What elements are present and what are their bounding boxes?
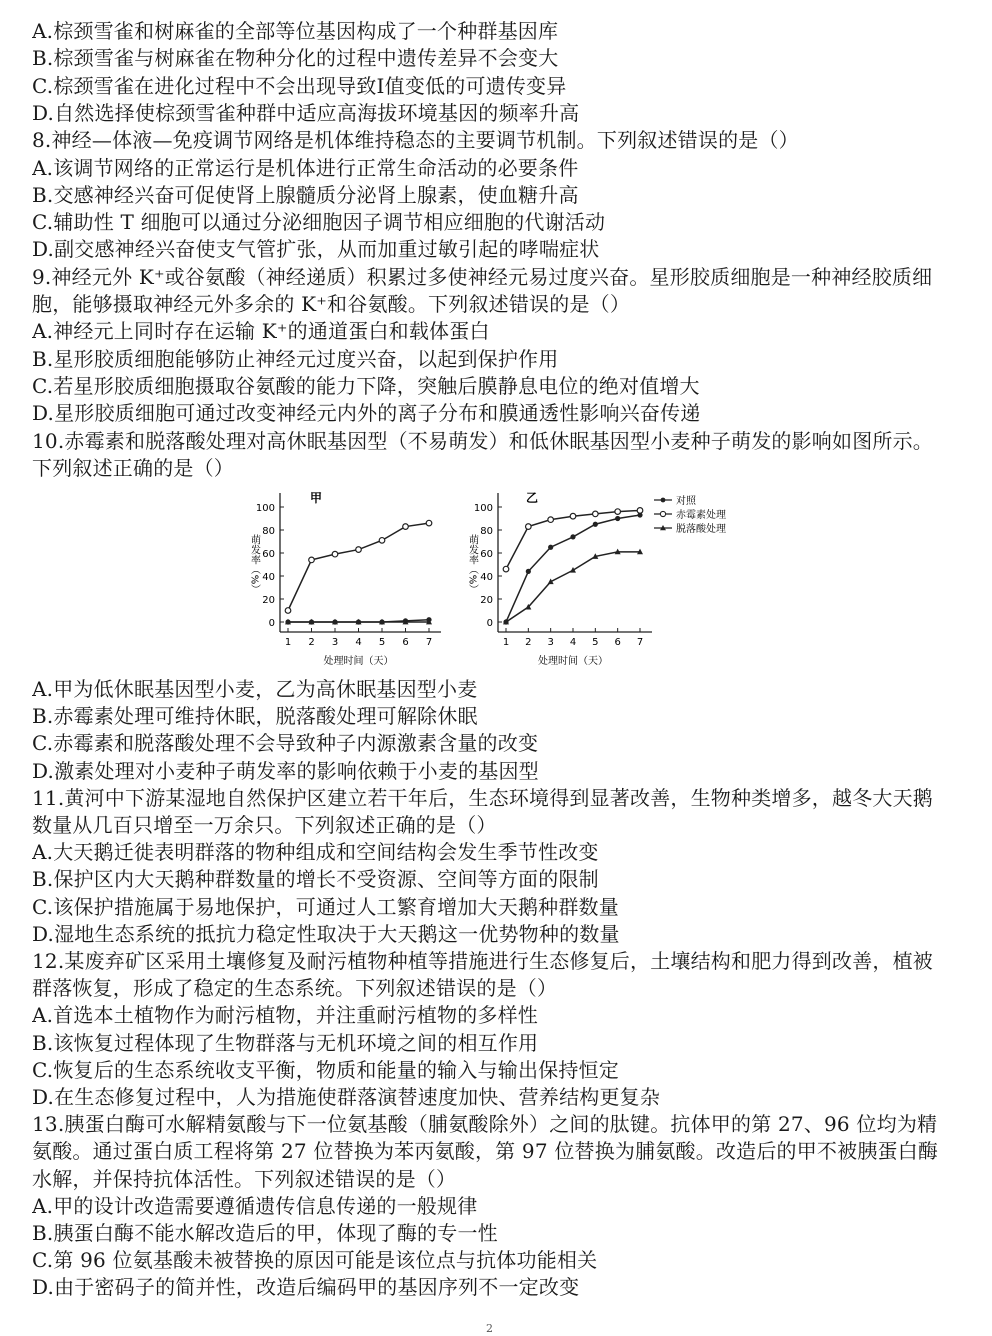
y-tick-label: 100 bbox=[473, 503, 493, 514]
x-tick-label: 4 bbox=[569, 637, 577, 648]
text-line: C.该保护措施属于易地保护，可通过人工繁育增加大天鹅种群数量 bbox=[32, 894, 619, 919]
text-line: 11.黄河中下游某湿地自然保护区建立若干年后，生态环境得到显著改善，生物种类增多，越冬大天鹅 bbox=[32, 785, 934, 810]
text-line: 水解，并保持抗体活性。下列叙述错误的是（） bbox=[32, 1166, 457, 1191]
x-tick-label: 2 bbox=[525, 637, 532, 648]
x-axis-label: 处理时间（天） bbox=[323, 656, 394, 667]
series-line bbox=[288, 523, 429, 610]
legend-label: 赤霉素处理 bbox=[676, 510, 726, 521]
data-point bbox=[503, 566, 509, 572]
text-line: D.自然选择使棕颈雪雀种群中适应高海拔环境基因的频率升高 bbox=[32, 100, 580, 125]
legend-label: 脱落酸处理 bbox=[676, 524, 726, 535]
data-point bbox=[593, 511, 599, 517]
text-line: D.由于密码子的简并性，改造后编码甲的基因序列不一定改变 bbox=[32, 1275, 580, 1300]
germination-rate-figure bbox=[240, 488, 760, 672]
text-line: 氨酸。通过蛋白质工程将第 27 位替换为苯丙氨酸，第 97 位替换为脯氨酸。改造后的甲不被胰蛋白酶 bbox=[32, 1139, 939, 1164]
legend-label: 对照 bbox=[676, 496, 696, 507]
data-point bbox=[332, 551, 338, 557]
data-point bbox=[426, 520, 432, 526]
y-tick-label: 0 bbox=[486, 618, 493, 629]
x-tick-label: 4 bbox=[355, 637, 362, 648]
x-tick-label: 6 bbox=[614, 637, 621, 648]
legend-marker bbox=[660, 511, 665, 516]
data-point bbox=[548, 545, 553, 550]
x-tick-label: 1 bbox=[502, 637, 510, 648]
text-line: A.甲的设计改造需要遵循遗传信息传递的一般规律 bbox=[32, 1193, 478, 1218]
y-axis-label: 萌发率（%） bbox=[248, 534, 260, 595]
data-point bbox=[285, 608, 291, 614]
y-tick-label: 40 bbox=[262, 572, 275, 583]
text-line: A.首选本土植物作为耐污植物，并注重耐污植物的多样性 bbox=[32, 1003, 539, 1028]
data-point bbox=[526, 524, 532, 530]
x-tick-label: 3 bbox=[331, 637, 339, 648]
chart-title: 甲 bbox=[310, 491, 323, 505]
data-point bbox=[615, 516, 620, 521]
text-line: C.恢复后的生态系统收支平衡，物质和能量的输入与输出保持恒定 bbox=[32, 1057, 619, 1082]
text-line: D.副交感神经兴奋使支气管扩张，从而加重过敏引起的哮喘症状 bbox=[32, 237, 600, 262]
x-tick-label: 3 bbox=[547, 637, 554, 648]
text-line: C.若星形胶质细胞摄取谷氨酸的能力下降，突触后膜静息电位的绝对值增大 bbox=[32, 373, 700, 398]
text-line: 下列叙述正确的是（） bbox=[32, 455, 234, 480]
text-line: B.棕颈雪雀与树麻雀在物种分化的过程中遗传差异不会变大 bbox=[32, 46, 559, 71]
data-point bbox=[637, 508, 643, 514]
text-line: B.该恢复过程体现了生物群落与无机环境之间的相互作用 bbox=[32, 1030, 539, 1055]
data-point bbox=[309, 557, 315, 563]
y-tick-label: 60 bbox=[262, 549, 275, 560]
series-line bbox=[506, 552, 640, 622]
germination-charts bbox=[240, 488, 760, 672]
text-line: 数量从几百只增至一万余只。下列叙述正确的是（） bbox=[32, 813, 497, 837]
x-tick-label: 6 bbox=[402, 637, 409, 648]
text-line: 13.胰蛋白酶可水解精氨酸与下一位氨基酸（脯氨酸除外）之间的肽键。抗体甲的第 27、96 位均为精 bbox=[32, 1112, 938, 1137]
data-point bbox=[615, 509, 621, 515]
y-tick-label: 80 bbox=[262, 526, 275, 537]
text-line: B.交感神经兴奋可促使肾上腺髓质分泌肾上腺素，使血糖升高 bbox=[32, 182, 579, 207]
text-line: 10.赤霉素和脱落酸处理对高休眠基因型（不易萌发）和低休眠基因型小麦种子萌发的影响如图所示。 bbox=[32, 428, 934, 453]
x-tick-label: 7 bbox=[425, 637, 433, 648]
text-line: C.辅助性 T 细胞可以通过分泌细胞因子调节相应细胞的代谢活动 bbox=[32, 210, 606, 235]
text-line: A.神经元上同时存在运输 K⁺的通道蛋白和载体蛋白 bbox=[32, 319, 490, 344]
text-line: A.甲为低休眠基因型小麦，乙为高休眠基因型小麦 bbox=[32, 677, 478, 701]
data-point bbox=[379, 538, 385, 544]
x-axis-label: 处理时间（天） bbox=[538, 656, 608, 667]
data-point bbox=[593, 522, 598, 527]
y-tick-label: 40 bbox=[480, 572, 493, 583]
text-line: B.星形胶质细胞能够防止神经元过度兴奋，以起到保护作用 bbox=[32, 346, 559, 371]
x-tick-label: 1 bbox=[284, 637, 292, 648]
text-line: C.棕颈雪雀在进化过程中不会出现导致I值变低的可遗传变异 bbox=[32, 73, 567, 98]
y-tick-label: 60 bbox=[480, 549, 493, 560]
x-tick-label: 7 bbox=[636, 637, 644, 648]
text-line: A.该调节网络的正常运行是机体进行正常生命活动的必要条件 bbox=[32, 155, 579, 180]
y-tick-label: 20 bbox=[480, 595, 493, 606]
text-line: A.大天鹅迁徙表明群落的物种组成和空间结构会发生季节性改变 bbox=[32, 840, 599, 865]
y-axis-label: 萌发率（%） bbox=[466, 534, 478, 595]
text-line: 9.神经元外 K⁺或谷氨酸（神经递质）积累过多使神经元易过度兴奋。星形胶质细胞是一种神经胶质细 bbox=[32, 264, 933, 289]
text-line: C.赤霉素和脱落酸处理不会导致种子内源激素含量的改变 bbox=[32, 731, 539, 756]
chart-title: 乙 bbox=[526, 491, 539, 505]
text-line: B.赤霉素处理可维持休眠，脱落酸处理可解除休眠 bbox=[32, 704, 478, 729]
text-line: D.湿地生态系统的抵抗力稳定性取决于大天鹅这一优势物种的数量 bbox=[32, 921, 620, 946]
data-point bbox=[356, 547, 362, 553]
text-line: D.星形胶质细胞可通过改变神经元内外的离子分布和膜通透性影响兴奋传递 bbox=[32, 401, 701, 426]
legend-marker bbox=[661, 498, 666, 503]
x-tick-label: 2 bbox=[308, 637, 315, 648]
y-tick-label: 20 bbox=[262, 595, 275, 606]
data-point bbox=[548, 517, 554, 523]
text-line: 群落恢复，形成了稳定的生态系统。下列叙述错误的是（） bbox=[32, 976, 558, 1001]
text-line: D.在生态修复过程中，人为措施使群落演替速度加快、营养结构更复杂 bbox=[32, 1085, 661, 1109]
x-tick-label: 5 bbox=[378, 637, 386, 648]
text-line: B.保护区内大天鹅种群数量的增长不受资源、空间等方面的限制 bbox=[32, 867, 599, 892]
text-line: B.胰蛋白酶不能水解改造后的甲，体现了酶的专一性 bbox=[32, 1221, 498, 1245]
text-line: C.第 96 位氨基酸未被替换的原因可能是该位点与抗体功能相关 bbox=[32, 1248, 598, 1273]
y-tick-label: 80 bbox=[480, 526, 493, 537]
y-tick-label: 100 bbox=[255, 503, 275, 514]
text-line: 8.神经—体液—免疫调节网络是机体维持稳态的主要调节机制。下列叙述错误的是（） bbox=[32, 128, 799, 153]
text-line: 12.某废弃矿区采用土壤修复及耐污植物种植等措施进行生态修复后，土壤结构和肥力得到改善，植被 bbox=[32, 949, 934, 973]
x-tick-label: 5 bbox=[592, 637, 599, 648]
data-point bbox=[526, 569, 531, 574]
text-line: A.棕颈雪雀和树麻雀的全部等位基因构成了一个种群基因库 bbox=[32, 19, 559, 43]
y-tick-label: 0 bbox=[268, 618, 275, 629]
text-line: D.激素处理对小麦种子萌发率的影响依赖于小麦的基因型 bbox=[32, 758, 539, 783]
data-point bbox=[403, 524, 409, 530]
data-point bbox=[570, 513, 576, 519]
text-line: 胞，能够摄取神经元外多余的 K⁺和谷氨酸。下列叙述错误的是（） bbox=[32, 292, 631, 316]
data-point bbox=[570, 567, 576, 573]
page-number: 2 bbox=[486, 1322, 493, 1335]
data-point bbox=[570, 534, 575, 539]
